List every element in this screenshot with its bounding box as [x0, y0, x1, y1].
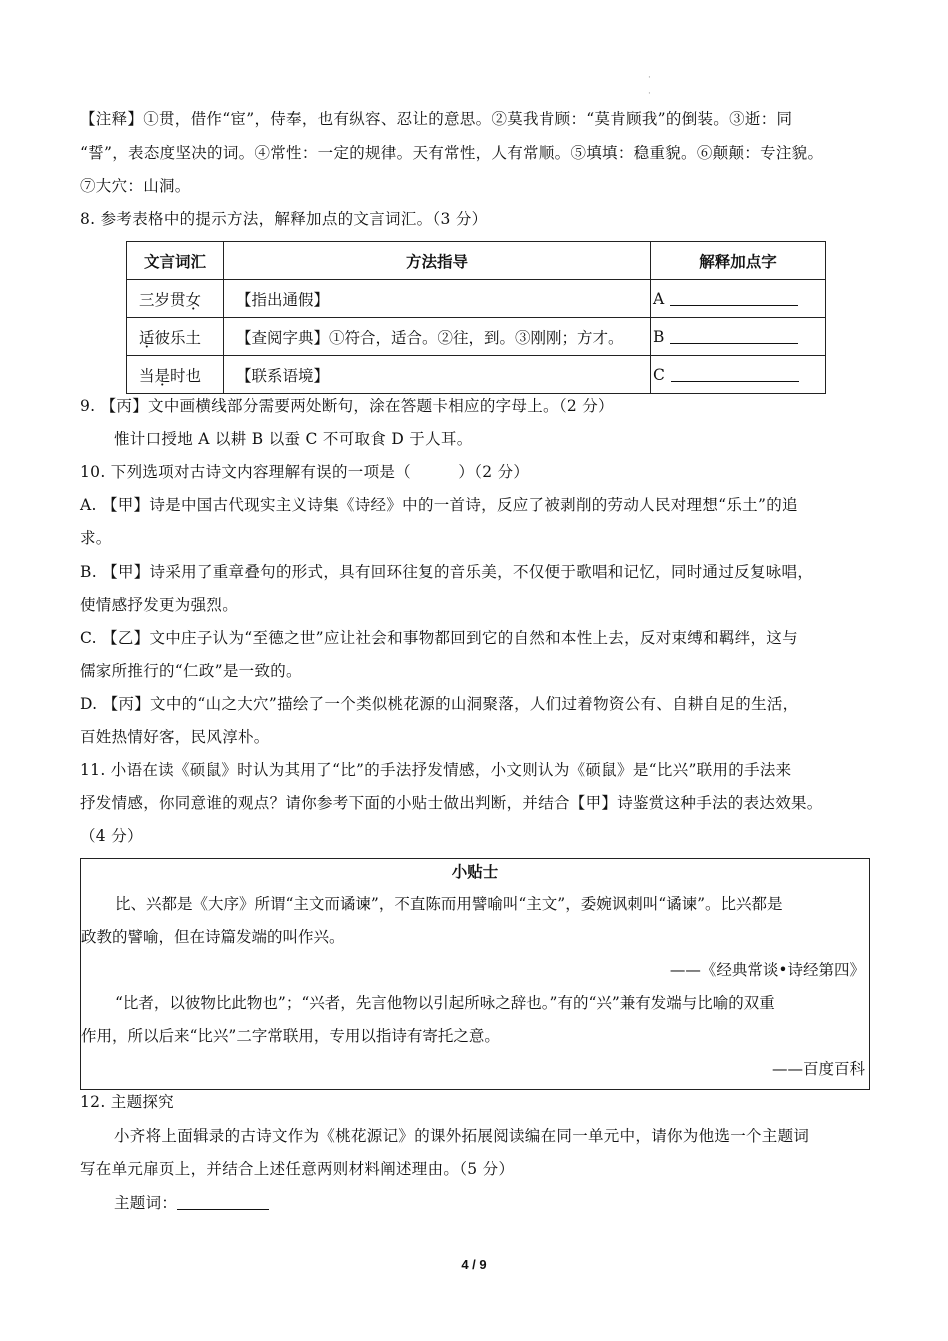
word-cell: 适彼乐土	[127, 318, 224, 356]
note-line-1: 【注释】①贯，借作“宦”，侍奉，也有纵容、忍让的意思。②莫我肯顾：“莫肯顾我”的倒装。③逝：同	[80, 110, 793, 128]
tips-source-1: ——《经典常谈•诗经第四》	[669, 961, 865, 979]
tips-title: 小贴士	[451, 862, 499, 881]
answer-blank[interactable]	[670, 291, 798, 306]
word-cell: 当是时也	[127, 356, 224, 394]
dotted-char: 适	[139, 328, 155, 347]
tips-box	[80, 858, 870, 1090]
tips-paragraph-2-line-1: “比者，以彼物比此物也”；“兴者，先言他物以引起所咏之辞也。”有的“兴”兼有发端与比喻的双重	[115, 994, 775, 1012]
question-11-line-1: 11. 小语在读《硕鼠》时认为其用了“比”的手法抒发情感，小文则认为《硕鼠》是“比兴”联用的手法来	[80, 761, 792, 779]
question-12-line-2: 写在单元扉页上，并结合上述任意两则材料阐述理由。（5 分）	[80, 1160, 515, 1178]
answer-cell-a[interactable]: A	[651, 280, 826, 318]
decorative-dots: · ·	[648, 73, 651, 99]
question-10-stem: 10. 下列选项对古诗文内容理解有误的一项是（ ）（2 分）	[80, 463, 530, 481]
header-word: 文言词汇	[127, 242, 224, 280]
option-a-line-1: A. 【甲】诗是中国古代现实主义诗集《诗经》中的一首诗，反应了被剥削的劳动人民对理想“乐土”的追	[80, 496, 798, 514]
method-cell: 【联系语境】	[224, 356, 651, 394]
header-method: 方法指导	[224, 242, 651, 280]
vocab-table	[126, 241, 826, 394]
question-11-line-3: （4 分）	[80, 827, 143, 845]
table-row	[127, 356, 826, 394]
question-9-text: 惟计口授地 A 以耕 B 以蚕 C 不可取食 D 于人耳。	[114, 430, 473, 448]
word-cell: 三岁贯女	[127, 280, 224, 318]
question-12-line-1: 小齐将上面辑录的古诗文作为《桃花源记》的课外拓展阅读编在同一单元中，请你为他选一个主题词	[114, 1127, 810, 1145]
option-a-line-2: 求。	[80, 529, 112, 547]
tips-paragraph-1-line-1: 比、兴都是《大序》所谓“主文而谲谏”，不直陈而用譬喻叫“主文”，委婉讽刺叫“谲谏”。比兴都是	[115, 895, 783, 913]
tips-source-2: ——百度百科	[771, 1060, 865, 1078]
answer-blank[interactable]	[670, 329, 798, 344]
theme-word-label: 主题词：	[114, 1194, 178, 1212]
question-11-line-2: 抒发情感，你同意谁的观点？请你参考下面的小贴士做出判断，并结合【甲】诗鉴赏这种手法的表达效果。	[80, 794, 823, 812]
theme-word-row	[114, 1192, 906, 1214]
dotted-char: 女	[185, 290, 202, 309]
option-b-line-1: B. 【甲】诗采用了重章叠句的形式，具有回环往复的音乐美，不仅便于歌唱和记忆，同时通过反复咏唱，	[80, 563, 814, 581]
theme-word-blank[interactable]	[177, 1195, 269, 1210]
tips-paragraph-1-line-2: 政教的譬喻，但在诗篇发端的叫作兴。	[81, 928, 345, 946]
option-c-line-2: 儒家所推行的“仁政”是一致的。	[80, 662, 302, 680]
option-d-line-1: D. 【丙】文中的“山之大穴”描绘了一个类似桃花源的山洞聚落，人们过着物资公有、自耕自足的生活，	[80, 695, 799, 713]
question-12-stem: 12. 主题探究	[80, 1093, 174, 1111]
note-line-3: ⑦大穴：山洞。	[80, 177, 191, 195]
table-row	[127, 280, 826, 318]
note-line-2: “誓”，表态度坚决的词。④常性：一定的规律。天有常性，人有常顺。⑤填填：稳重貌。⑥颠颠：专注貌。	[80, 144, 824, 162]
method-cell: 【指出通假】	[224, 280, 651, 318]
header-explain: 解释加点字	[651, 242, 826, 280]
dotted-char: 是	[154, 366, 171, 385]
answer-cell-b[interactable]: B	[651, 318, 826, 356]
question-8-stem: 8. 参考表格中的提示方法，解释加点的文言词汇。（3 分）	[80, 210, 488, 228]
question-9-stem: 9. 【丙】文中画横线部分需要两处断句，涂在答题卡相应的字母上。（2 分）	[80, 397, 614, 415]
option-b-line-2: 使情感抒发更为强烈。	[80, 596, 239, 614]
method-cell: 【查阅字典】①符合，适合。②往，到。③刚刚；方才。	[224, 318, 651, 356]
page-number: 4 / 9	[461, 1257, 487, 1272]
tips-paragraph-2-line-2: 作用，所以后来“比兴”二字常联用，专用以指诗有寄托之意。	[81, 1027, 500, 1045]
table-header-row	[127, 242, 826, 280]
answer-cell-c[interactable]: C	[651, 356, 826, 394]
option-d-line-2: 百姓热情好客，民风淳朴。	[80, 728, 270, 746]
table-row	[127, 318, 826, 356]
answer-blank[interactable]	[671, 367, 799, 382]
option-c-line-1: C. 【乙】文中庄子认为“至德之世”应让社会和事物都回到它的自然和本性上去，反对束缚和羁绊，这与	[80, 629, 798, 647]
